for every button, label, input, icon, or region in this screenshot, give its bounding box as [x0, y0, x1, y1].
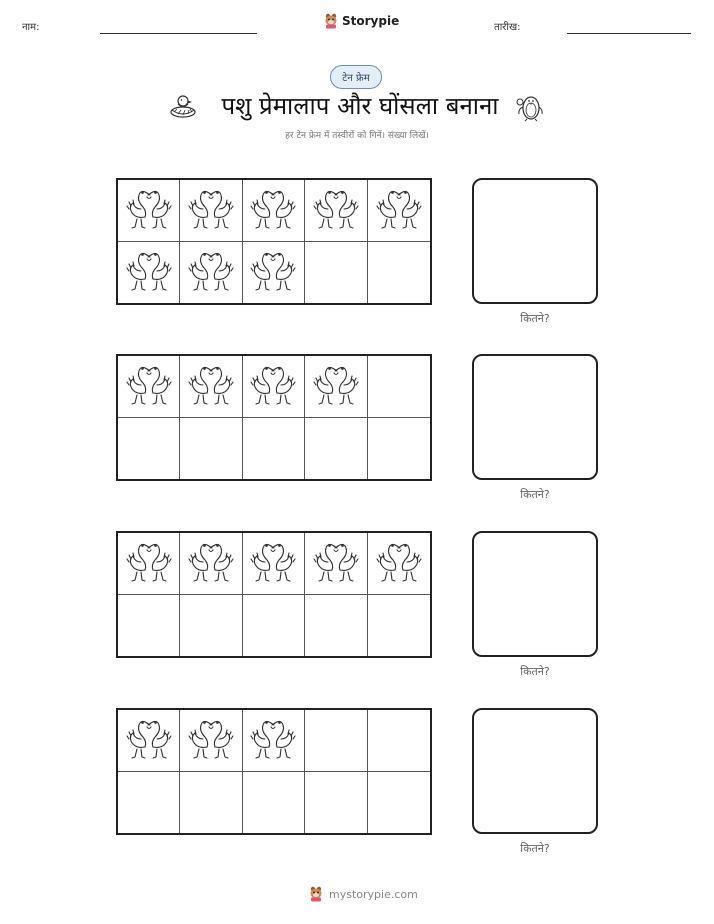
answer-box-4[interactable]	[472, 708, 598, 834]
frame-cell	[305, 533, 367, 595]
storypie-logo-icon	[324, 13, 338, 29]
frame-cell	[180, 772, 242, 834]
frame-cell	[243, 418, 305, 480]
ten-frame-3	[116, 531, 432, 658]
swan-pair-icon	[249, 538, 297, 588]
swan-pair-icon	[249, 247, 297, 297]
footer-url: mystorypie.com	[329, 887, 418, 901]
ten-frame-2	[116, 354, 432, 481]
frame-cell	[305, 710, 367, 772]
frame-cell	[180, 710, 242, 772]
swan-pair-icon	[125, 361, 173, 411]
swan-pair-icon	[249, 185, 297, 235]
frame-cell	[368, 418, 430, 480]
answer-box-3[interactable]	[472, 531, 598, 657]
frame-cell	[180, 533, 242, 595]
frame-cell	[368, 772, 430, 834]
frame-cell	[180, 180, 242, 242]
frame-cell	[243, 772, 305, 834]
storypie-logo-icon	[308, 886, 324, 902]
frame-cell	[180, 418, 242, 480]
frame-cell	[368, 533, 430, 595]
swan-pair-icon	[125, 538, 173, 588]
frame-cell	[243, 356, 305, 418]
swan-pair-icon	[312, 185, 360, 235]
frame-cell	[118, 772, 180, 834]
frame-cell	[368, 242, 430, 304]
bird-nest-icon	[168, 90, 198, 120]
penguin-icon	[515, 90, 545, 122]
frame-cell	[305, 356, 367, 418]
name-label: नाम:	[22, 22, 40, 33]
swan-pair-icon	[249, 361, 297, 411]
frame-cell	[243, 533, 305, 595]
frame-cell	[305, 772, 367, 834]
frame-cell	[180, 356, 242, 418]
swan-pair-icon	[187, 247, 235, 297]
frame-cell	[180, 242, 242, 304]
frame-cell	[243, 710, 305, 772]
swan-pair-icon	[187, 185, 235, 235]
frame-cell	[368, 595, 430, 657]
frame-cell	[118, 180, 180, 242]
frame-cell	[305, 595, 367, 657]
answer-label-4: कितने?	[520, 842, 550, 855]
swan-pair-icon	[375, 538, 423, 588]
answer-label-2: कितने?	[520, 488, 550, 501]
ten-frame-1	[116, 178, 432, 305]
frame-cell	[180, 595, 242, 657]
frame-cell	[368, 356, 430, 418]
swan-pair-icon	[125, 247, 173, 297]
frame-cell	[118, 418, 180, 480]
swan-pair-icon	[125, 185, 173, 235]
frame-cell	[118, 242, 180, 304]
brand-logo	[324, 13, 399, 29]
frame-cell	[243, 242, 305, 304]
date-field[interactable]	[567, 33, 691, 34]
swan-pair-icon	[312, 361, 360, 411]
swan-pair-icon	[375, 185, 423, 235]
swan-pair-icon	[125, 715, 173, 765]
ten-frame-4	[116, 708, 432, 835]
frame-cell	[305, 180, 367, 242]
name-field[interactable]	[100, 33, 257, 34]
swan-pair-icon	[187, 538, 235, 588]
answer-box-1[interactable]	[472, 178, 598, 304]
swan-pair-icon	[249, 715, 297, 765]
frame-cell	[243, 180, 305, 242]
brand-name: Storypie	[342, 14, 400, 28]
frame-cell	[118, 595, 180, 657]
swan-pair-icon	[187, 715, 235, 765]
frame-cell	[118, 533, 180, 595]
footer	[308, 886, 418, 902]
frame-cell	[243, 595, 305, 657]
swan-pair-icon	[312, 538, 360, 588]
topic-badge: टेन फ्रेम	[330, 65, 382, 89]
answer-label-3: कितने?	[520, 665, 550, 678]
frame-cell	[305, 242, 367, 304]
answer-label-1: कितने?	[520, 312, 550, 325]
swan-pair-icon	[187, 361, 235, 411]
instructions: हर टेन फ्रेम में तस्वीरों को गिनें। संख्या लिखें।	[285, 131, 429, 141]
answer-box-2[interactable]	[472, 354, 598, 480]
frame-cell	[118, 710, 180, 772]
frame-cell	[305, 418, 367, 480]
frame-cell	[368, 180, 430, 242]
date-label: तारीख:	[494, 22, 521, 33]
frame-cell	[368, 710, 430, 772]
page-title: पशु प्रेमालाप और घोंसला बनाना	[221, 92, 499, 120]
frame-cell	[118, 356, 180, 418]
